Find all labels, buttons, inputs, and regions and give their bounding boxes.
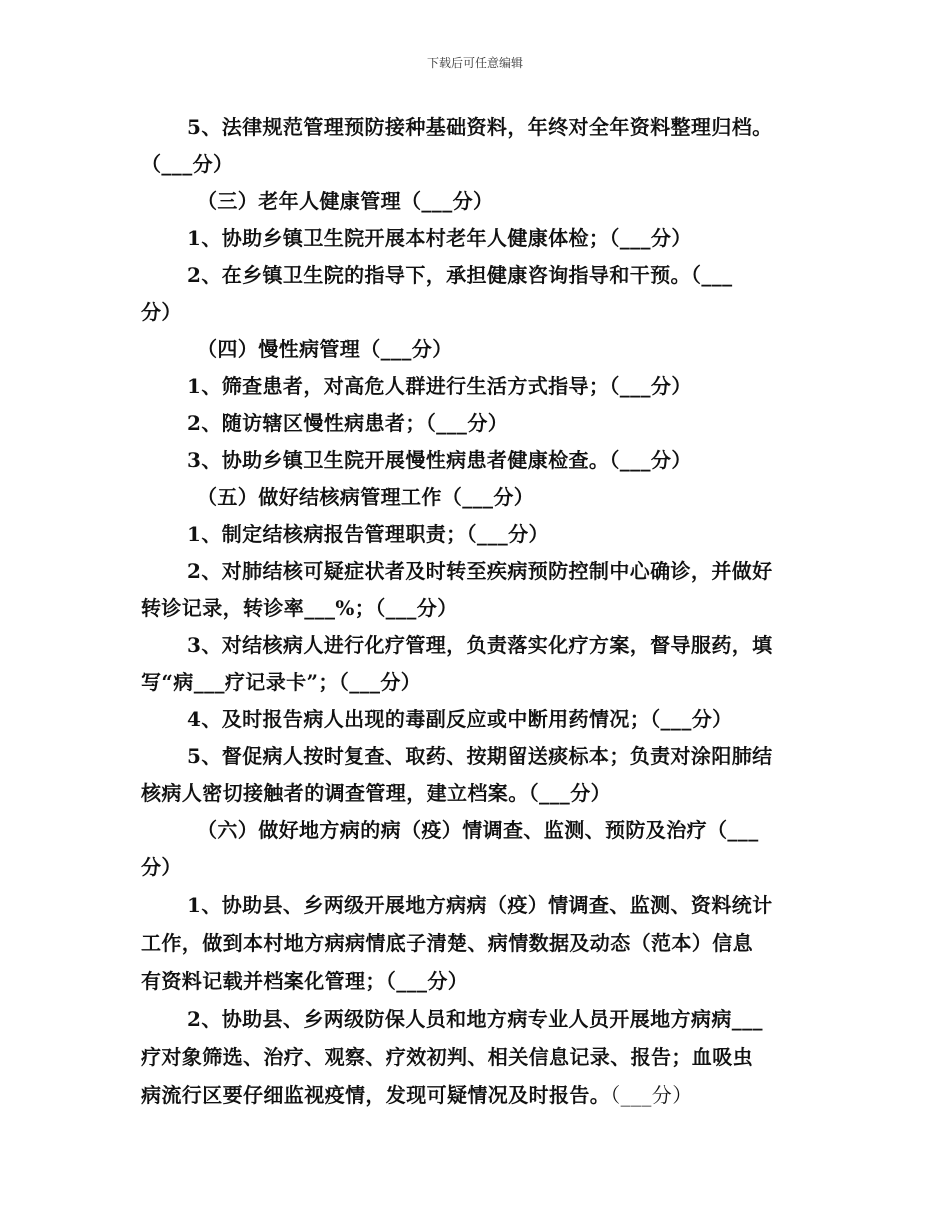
paragraph-line: 工作，做到本村地方病病情底子清楚、病情数据及动态（范本）信息: [141, 931, 753, 955]
paragraph-line: 5、督促病人按时复查、取药、按期留送痰标本；负责对涂阳肺结: [187, 744, 773, 768]
paragraph-line: 4、及时报告病人出现的毒副反应或中断用药情况；（___分）: [187, 707, 733, 731]
paragraph-line: 1、筛查患者，对高危人群进行生活方式指导；（___分）: [187, 374, 692, 398]
paragraph-line: 2、协助县、乡两级防保人员和地方病专业人员开展地方病病___: [187, 1007, 763, 1031]
paragraph-line: 1、制定结核病报告管理职责；（___分）: [187, 522, 549, 546]
section-heading: （五）做好结核病管理工作（___分）: [197, 485, 535, 509]
paragraph-line: 转诊记录，转诊率___%；（___分）: [141, 596, 458, 620]
section-heading: （四）慢性病管理（___分）: [197, 337, 453, 361]
section-heading: （三）老年人健康管理（___分）: [197, 189, 494, 213]
paragraph-line: 2、随访辖区慢性病患者；（___分）: [187, 411, 509, 435]
score-blank: （___分）: [610, 1083, 693, 1107]
paragraph-line: 5、法律规范管理预防接种基础资料，年终对全年资料整理归档。: [187, 115, 773, 139]
paragraph-line: 分）: [141, 855, 182, 879]
paragraph-line: 1、协助县、乡两级开展地方病病（疫）情调查、监测、资料统计: [187, 893, 773, 917]
paragraph-line: 核病人密切接触者的调查管理，建立档案。（___分）: [141, 781, 611, 805]
document-body: [141, 109, 813, 1114]
paragraph-line: 有资料记载并档案化管理；（___分）: [141, 969, 469, 993]
paragraph-line: 2、在乡镇卫生院的指导下，承担健康咨询指导和干预。（___: [187, 263, 733, 287]
paragraph-line: 疗对象筛选、治疗、观察、疗效初判、相关信息记录、报告；血吸虫: [141, 1045, 753, 1069]
paragraph-line: [141, 1076, 813, 1114]
paragraph-line: 3、协助乡镇卫生院开展慢性病患者健康检查。（___分）: [187, 448, 692, 472]
paragraph-line: 分）: [141, 300, 182, 324]
paragraph-line: 1、协助乡镇卫生院开展本村老年人健康体检；（___分）: [187, 226, 692, 250]
section-heading: （六）做好地方病的病（疫）情调查、监测、预防及治疗（___: [197, 818, 759, 842]
paragraph-text: 病流行区要仔细监视疫情，发现可疑情况及时报告。: [141, 1083, 611, 1107]
paragraph-line: 写“病___疗记录卡”；（___分）: [141, 670, 422, 694]
paragraph-line: 2、对肺结核可疑症状者及时转至疾病预防控制中心确诊，并做好: [187, 559, 773, 583]
paragraph-line: （___分）: [141, 152, 234, 176]
page-header: 下载后可任意编辑: [426, 56, 523, 70]
paragraph-line: 3、对结核病人进行化疗管理，负责落实化疗方案，督导服药，填: [187, 633, 773, 657]
